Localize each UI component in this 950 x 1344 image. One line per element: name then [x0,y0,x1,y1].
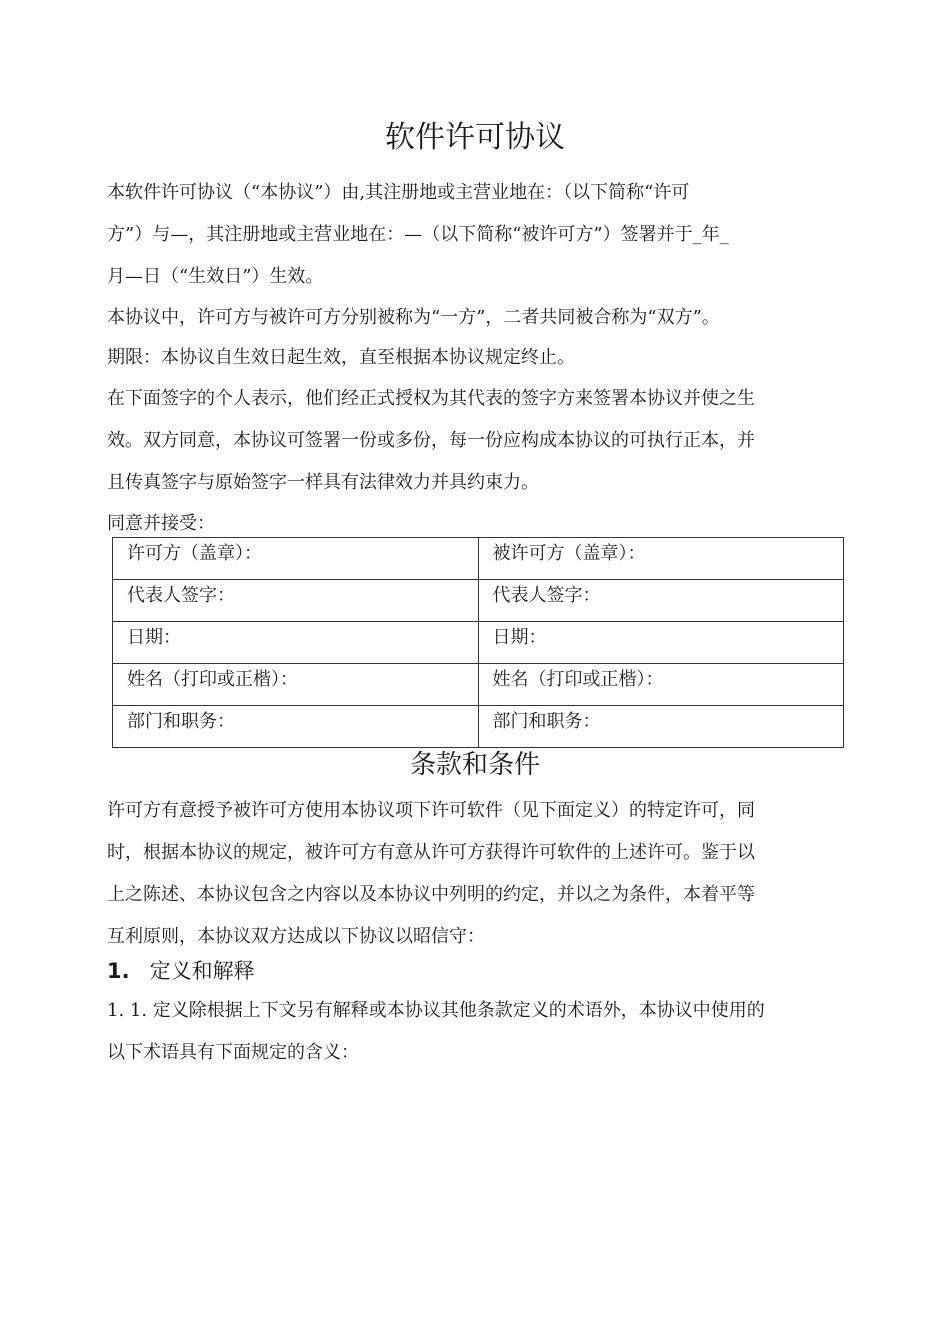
section-number: 1. [107,959,130,983]
document-title: 软件许可协议 [385,120,565,155]
text-line: 方”）与—，其注册地或主营业地在：—（以下简称“被许可方”）签署并于_年_ [107,224,729,245]
table-row [113,664,844,706]
text-line: 1. 1. 定义除根据上下文另有解释或本协议其他条款定义的术语外，本协议中使用的 [107,1000,765,1021]
section-title: 定义和解释 [149,959,255,983]
terms-paragraph [107,790,843,958]
signature-table [112,537,844,748]
licensee-name-cell: 姓名（打印或正楷）： [478,664,844,706]
table-row [113,580,844,622]
text-line: 以下术语具有下面规定的含义： [107,1042,359,1063]
terms-section [107,790,843,958]
table-row [113,706,844,748]
section-1-heading [107,955,255,985]
licensor-date-cell: 日期： [113,622,479,664]
text-line: 效。双方同意，本协议可签署一份或多份，每一份应构成本协议的可执行正本，并 [107,430,755,451]
licensee-date-cell: 日期： [478,622,844,664]
clause-1-1 [107,990,843,1074]
intro-section [107,172,843,544]
table-row [113,622,844,664]
licensee-seal-cell: 被许可方（盖章）： [478,538,844,580]
signing-paragraph [107,378,843,504]
licensor-name-cell: 姓名（打印或正楷）： [113,664,479,706]
text-line: 本软件许可协议（“本协议”）由,其注册地或主营业地在：（以下简称“许可 [107,182,690,203]
clause-paragraph [107,990,843,1074]
intro-paragraph-2: 本协议中，许可方与被许可方分别被称为“一方”，二者共同被合称为“双方”。 [107,307,720,328]
table-row [113,538,844,580]
text-line: 互利原则，本协议双方达成以下协议以昭信守： [107,926,485,947]
text-line: 上之陈述、本协议包含之内容以及本协议中列明的约定，并以之为条件，本着平等 [107,884,755,905]
licensee-signature-cell: 代表人签字： [478,580,844,622]
text-line: 且传真签字与原始签字一样具有法律效力并具约束力。 [107,472,539,493]
terms-section-title: 条款和条件 [409,750,540,780]
text-line: 许可方有意授予被许可方使用本协议项下许可软件（见下面定义）的特定许可，同 [107,800,755,821]
agree-label: 同意并接受： [107,513,215,534]
licensor-signature-cell: 代表人签字： [113,580,479,622]
licensor-seal-cell: 许可方（盖章）： [113,538,479,580]
text-line: 月—日（“生效日”）生效。 [107,266,324,287]
text-line: 时，根据本协议的规定，被许可方有意从许可方获得许可软件的上述许可。鉴于以 [107,842,755,863]
text-line: 在下面签字的个人表示，他们经正式授权为其代表的签字方来签署本协议并使之生 [107,388,755,409]
licensor-title-cell: 部门和职务： [113,706,479,748]
term-paragraph: 期限：本协议自生效日起生效，直至根据本协议规定终止。 [107,347,575,368]
intro-paragraph-1 [107,172,843,298]
licensee-title-cell: 部门和职务： [478,706,844,748]
